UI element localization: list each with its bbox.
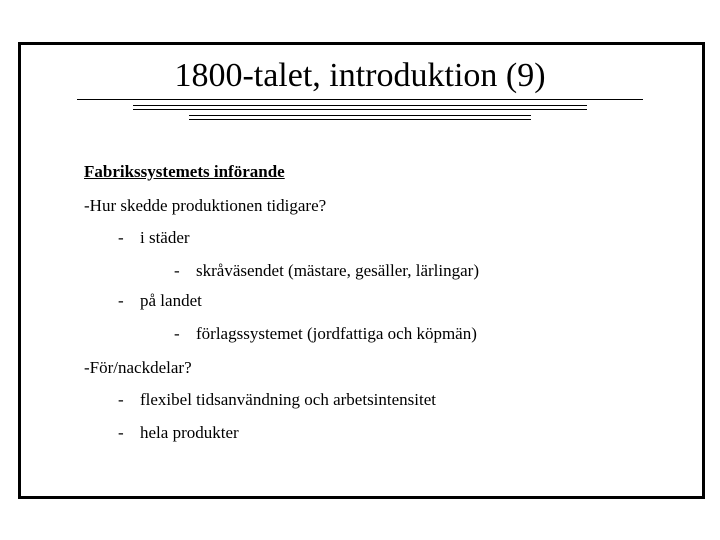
list-item-text: förlagssystemet (jordfattiga och köpmän): [196, 324, 477, 343]
list-item-text: skråväsendet (mästare, gesäller, lärlingar): [196, 261, 479, 280]
list-item-flexible-time: [118, 390, 436, 410]
question-pros-cons: -För/nackdelar?: [84, 358, 192, 377]
list-item-text: på landet: [140, 291, 202, 310]
bullet-dash: -: [174, 324, 180, 343]
bullet-dash: -: [118, 390, 124, 409]
title-rule-5: [189, 119, 531, 120]
list-item-countryside: [118, 291, 202, 311]
list-item-putting-out-system: [174, 324, 477, 344]
bullet-dash: -: [118, 423, 124, 442]
list-item-whole-products: [118, 423, 239, 443]
list-item-text: hela produkter: [140, 423, 239, 442]
list-item-guild-system: [174, 261, 479, 281]
bullet-dash: -: [118, 228, 124, 247]
section-heading-text: Fabrikssystemets införande: [84, 162, 285, 181]
question-earlier-production: -Hur skedde produktionen tidigare?: [84, 196, 327, 215]
section-heading: [84, 162, 285, 182]
title-rule-1: [77, 99, 643, 100]
title-rule-4: [189, 115, 531, 116]
list-item-cities: [118, 228, 190, 248]
list-item-text: flexibel tidsanvändning och arbetsintensitet: [140, 390, 437, 409]
bullet-dash: -: [118, 291, 124, 310]
slide-title: 1800-talet, introduktion (9): [174, 57, 546, 94]
title-rule-3: [133, 109, 587, 110]
title-rule-2: [133, 105, 587, 106]
list-item-text: i städer: [140, 228, 190, 247]
bullet-dash: -: [174, 261, 180, 280]
